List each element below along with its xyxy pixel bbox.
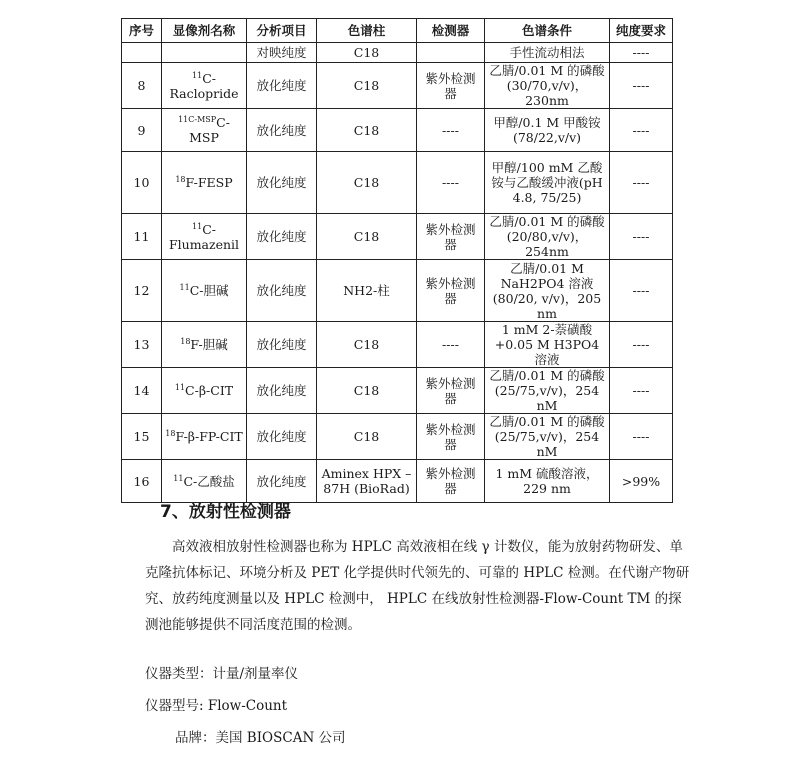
- tracer-name-cell: [162, 414, 247, 460]
- isotope-superscript: 18: [180, 337, 191, 346]
- brand-line: 品牌：美国 BIOSCAN 公司: [175, 730, 346, 746]
- chromatography-condition-cell: 甲醇/0.1 M 甲酸铵(78/22,v/v): [485, 109, 610, 152]
- chromatography-condition-cell: 手性流动相法: [485, 43, 610, 63]
- tracer-name-cell: [162, 43, 247, 63]
- column-type-cell: C18: [317, 368, 417, 414]
- analysis-item-cell: 放化纯度: [247, 152, 317, 214]
- column-type-cell: C18: [317, 214, 417, 260]
- purity-requirement-cell: >99%: [610, 460, 673, 503]
- column-type-cell: C18: [317, 63, 417, 109]
- chromatography-condition-cell: 乙腈/0.01 M 的磷酸(30/70,v/v)，230nm: [485, 63, 610, 109]
- chromatography-condition-cell: 乙腈/0.01 M 的磷酸(25/75,v/v)，254 nM: [485, 414, 610, 460]
- column-type-cell: C18: [317, 414, 417, 460]
- tracer-name-text: C-胆碱: [189, 283, 229, 298]
- analysis-item-cell: 放化纯度: [247, 260, 317, 322]
- isotope-superscript: 18: [165, 429, 176, 438]
- table-row: [122, 214, 673, 260]
- table-row: [122, 63, 673, 109]
- table-row: [122, 152, 673, 214]
- row-number-cell: [122, 43, 162, 63]
- tracer-name-text: C-乙酸盐: [183, 473, 235, 489]
- table-row: [122, 322, 673, 368]
- tracer-name-cell: [162, 260, 247, 322]
- section-heading: 7、放射性检测器: [160, 502, 291, 522]
- detector-type-cell: 紫外检测器: [417, 414, 485, 460]
- header-cell: 色谱条件: [485, 19, 610, 43]
- purity-requirement-cell: ----: [610, 322, 673, 368]
- purity-requirement-cell: ----: [610, 63, 673, 109]
- chromatography-condition-cell: 1 mM 硫酸溶液，229 nm: [485, 460, 610, 503]
- detector-type-cell: 紫外检测器: [417, 368, 485, 414]
- header-cell: 显像剂名称: [162, 19, 247, 43]
- instrument-model-line: 仪器型号: Flow-Count: [145, 698, 288, 714]
- isotope-superscript: 11: [174, 383, 186, 392]
- tracer-name-cell: [162, 63, 247, 109]
- tracer-name-text: C-Flumazenil: [168, 221, 240, 252]
- purity-requirement-cell: ----: [610, 368, 673, 414]
- purity-requirement-cell: ----: [610, 260, 673, 322]
- row-number-cell: 12: [122, 260, 162, 322]
- column-type-cell: C18: [317, 152, 417, 214]
- isotope-superscript: 11: [192, 70, 203, 80]
- row-number-cell: 14: [122, 368, 162, 414]
- header-cell: 检测器: [417, 19, 485, 43]
- chromatography-condition-cell: 甲醇/100 mM 乙酸铵与乙酸缓冲液(pH 4.8, 75/25): [485, 152, 610, 214]
- table-row: [122, 260, 673, 322]
- tracer-name-text: C-Raclopride: [169, 70, 239, 101]
- column-type-cell: Aminex HPX – 87H (BioRad): [317, 460, 417, 503]
- specification-table: [121, 18, 673, 503]
- detector-type-cell: 紫外检测器: [417, 260, 485, 322]
- analysis-item-cell: 放化纯度: [247, 63, 317, 109]
- table-row: [122, 109, 673, 152]
- tracer-name-cell: [162, 322, 247, 368]
- analysis-item-cell: 放化纯度: [247, 414, 317, 460]
- detector-type-cell: ----: [417, 152, 485, 214]
- chromatography-condition-cell: 乙腈/0.01 M 的磷酸(25/75,v/v)，254 nM: [485, 368, 610, 414]
- tracer-name-text: F-FESP: [185, 175, 233, 190]
- chromatography-condition-cell: 乙腈/0.01 M NaH2PO4 溶液(80/20, v/v)，205 nm: [485, 260, 610, 322]
- purity-requirement-cell: ----: [610, 43, 673, 63]
- instrument-type-line: 仪器类型：计量/剂量率仪: [145, 666, 299, 682]
- row-number-cell: 11: [122, 214, 162, 260]
- table-header-row: [122, 19, 673, 43]
- purity-requirement-cell: ----: [610, 109, 673, 152]
- row-number-cell: 8: [122, 63, 162, 109]
- chromatography-condition-cell: 1 mM 2-萘磺酸+0.05 M H3PO4 溶液: [485, 322, 610, 368]
- column-type-cell: C18: [317, 322, 417, 368]
- tracer-name-text: C-β-CIT: [185, 383, 234, 398]
- header-cell: 分析项目: [247, 19, 317, 43]
- tracer-name-cell: [162, 152, 247, 214]
- tracer-name-text: C-MSP: [189, 115, 230, 145]
- purity-requirement-cell: ----: [610, 152, 673, 214]
- header-cell: 纯度要求: [610, 19, 673, 43]
- tracer-name-cell: [162, 214, 247, 260]
- analysis-item-cell: 放化纯度: [247, 109, 317, 152]
- analysis-item-cell: 放化纯度: [247, 368, 317, 414]
- analysis-item-cell: 放化纯度: [247, 322, 317, 368]
- row-number-cell: 10: [122, 152, 162, 214]
- row-number-cell: 16: [122, 460, 162, 503]
- detector-type-cell: ----: [417, 322, 485, 368]
- detector-type-cell: 紫外检测器: [417, 63, 485, 109]
- column-type-cell: C18: [317, 43, 417, 63]
- section-paragraph: 高效液相放射性检测器也称为 HPLC 高效液相在线 γ 计数仪，能为放射药物研发、单克隆抗体标记、环境分析及 PET 化学提供时代领先的、可靠的 HPLC 检测。在代谢产物研究、放药纯度测量以及 HPLC 检测中， HPLC 在线放射性检测器-Flow-Count TM 的探测池能够提供不同活度范围的检测。: [145, 539, 690, 633]
- isotope-superscript: 11C-MSP: [178, 115, 217, 124]
- header-cell: 序号: [122, 19, 162, 43]
- isotope-superscript: 11: [173, 473, 184, 483]
- table-row: [122, 368, 673, 414]
- analysis-item-cell: 对映纯度: [247, 43, 317, 63]
- table-row: [122, 43, 673, 63]
- isotope-superscript: 18: [175, 175, 186, 184]
- isotope-superscript: 11: [179, 283, 190, 292]
- chromatography-condition-cell: 乙腈/0.01 M 的磷酸(20/80,v/v)，254nm: [485, 214, 610, 260]
- isotope-superscript: 11: [192, 221, 203, 231]
- row-number-cell: 9: [122, 109, 162, 152]
- purity-requirement-cell: ----: [610, 414, 673, 460]
- detector-type-cell: 紫外检测器: [417, 214, 485, 260]
- tracer-name-text: F-β-FP-CIT: [175, 429, 243, 444]
- table-row: [122, 414, 673, 460]
- detector-type-cell: ----: [417, 109, 485, 152]
- analysis-item-cell: 放化纯度: [247, 460, 317, 503]
- row-number-cell: 15: [122, 414, 162, 460]
- tracer-name-cell: [162, 368, 247, 414]
- header-cell: 色谱柱: [317, 19, 417, 43]
- detector-type-cell: [417, 43, 485, 63]
- analysis-item-cell: 放化纯度: [247, 214, 317, 260]
- row-number-cell: 13: [122, 322, 162, 368]
- column-type-cell: NH2-柱: [317, 260, 417, 322]
- tracer-name-cell: [162, 109, 247, 152]
- detector-type-cell: 紫外检测器: [417, 460, 485, 503]
- tracer-name-text: F-胆碱: [190, 337, 228, 352]
- column-type-cell: C18: [317, 109, 417, 152]
- purity-requirement-cell: ----: [610, 214, 673, 260]
